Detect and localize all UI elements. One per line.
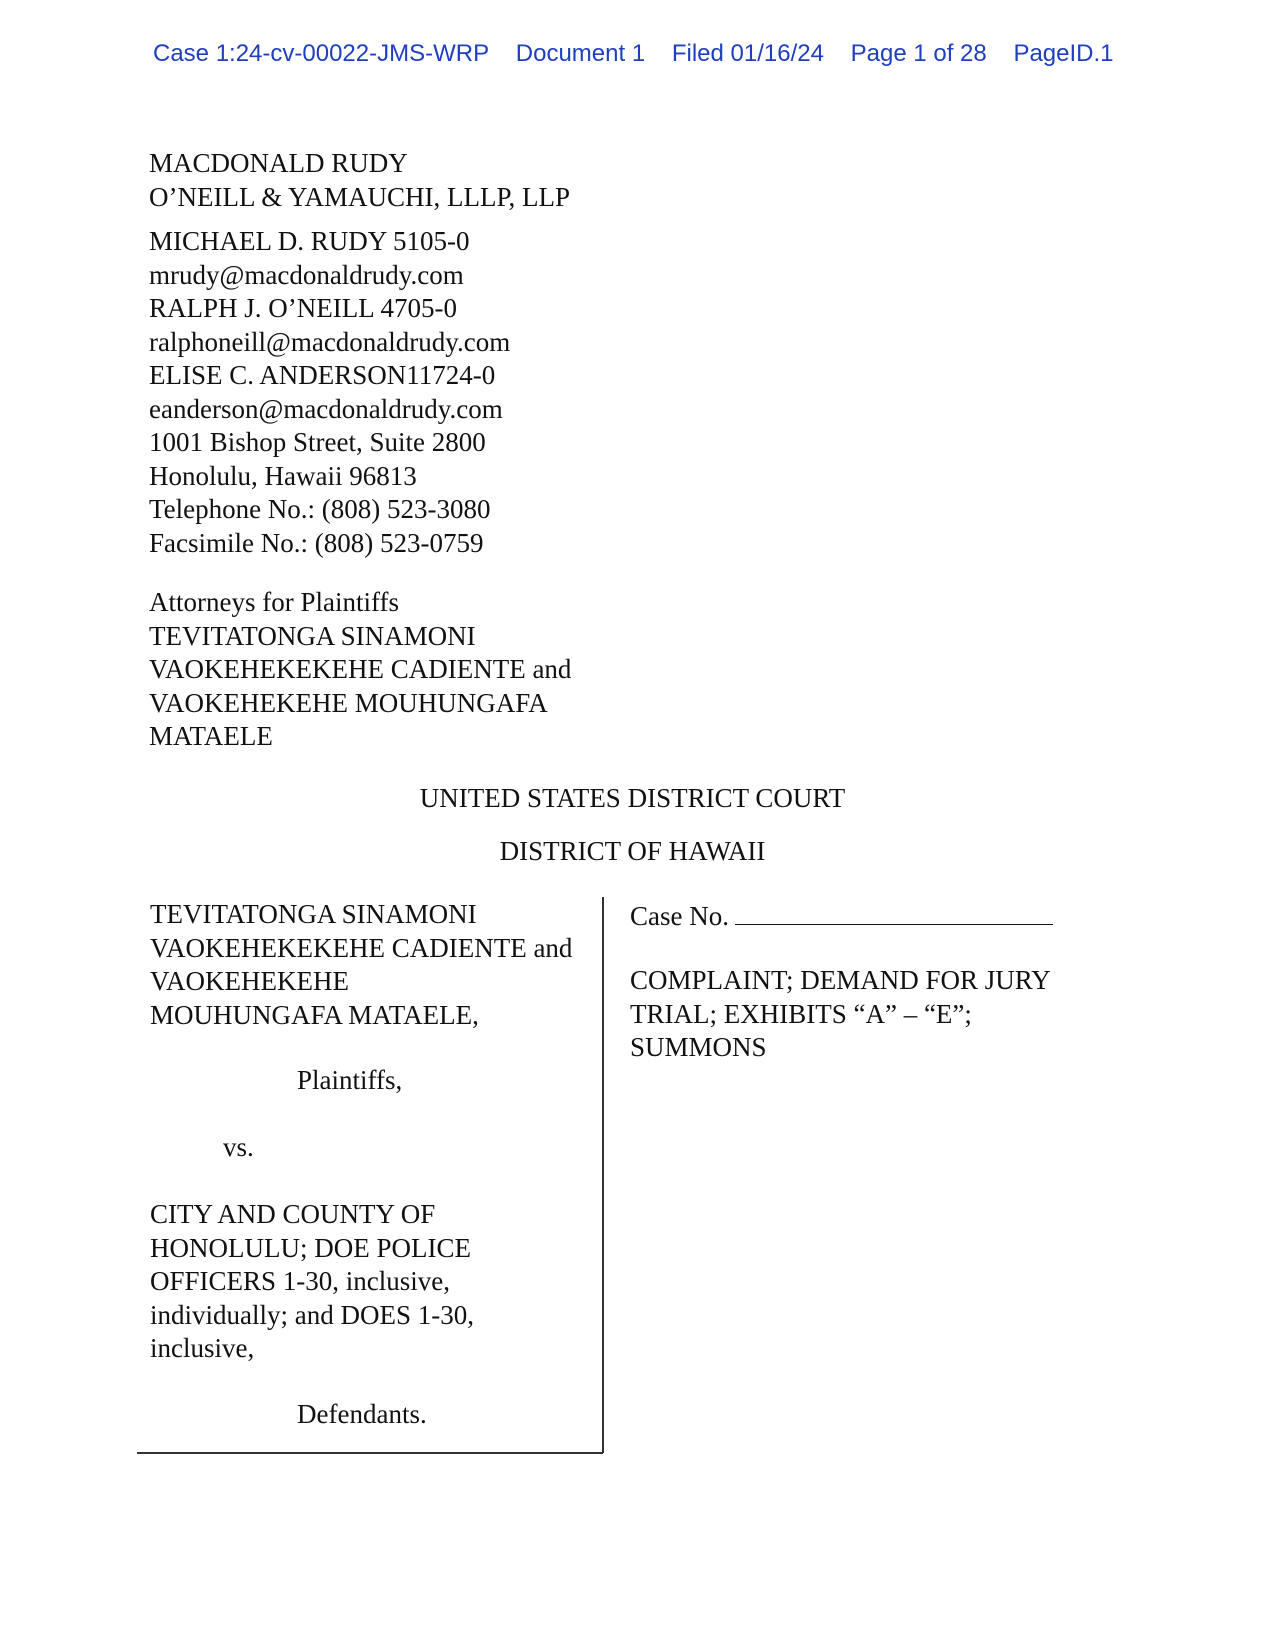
plaintiff-name-line: VAOKEHEKEHE (150, 966, 349, 996)
attorney-line: MICHAEL D. RUDY 5105-0 (149, 226, 470, 256)
caption-horizontal-rule (137, 1452, 603, 1454)
plaintiff-name-line: MOUHUNGAFA MATAELE, (150, 999, 479, 1030)
document-title-line: TRIAL; EXHIBITS “A” – “E”; (630, 998, 972, 1029)
plaintiff-name-line: TEVITATONGA SINAMONI (150, 899, 477, 929)
case-number-blank (735, 898, 1053, 925)
attorney-line: mrudy@macdonaldrudy.com (149, 259, 464, 290)
firm-name (149, 147, 570, 214)
attorneys-for-line: VAOKEHEKEKEHE CADIENTE and (149, 654, 572, 684)
header-document: Document 1 (515, 40, 646, 67)
attorneys-for-line: Attorneys for Plaintiffs (149, 587, 399, 617)
defendant-name-line: HONOLULU; DOE POLICE (150, 1232, 471, 1263)
defendant-name-line: CITY AND COUNTY OF (150, 1199, 436, 1229)
header-page: Page 1 of 28 (850, 40, 987, 67)
attorneys-for-block (149, 586, 571, 754)
document-title-line: SUMMONS (630, 1032, 767, 1062)
plaintiffs-names (150, 898, 572, 1032)
firm-name-line: MACDONALD RUDY (149, 148, 408, 178)
attorney-line: RALPH J. O’NEILL 4705-0 (149, 293, 457, 323)
attorneys-for-line: TEVITATONGA SINAMONI (149, 620, 476, 651)
header-case-number: Case 1:24-cv-00022-JMS-WRP (153, 40, 490, 67)
defendants-label: Defendants. (297, 1399, 427, 1429)
header-pageid: PageID.1 (1013, 40, 1114, 67)
attorney-line: ELISE C. ANDERSON11724-0 (149, 360, 496, 390)
case-number-label: Case No. (630, 901, 729, 931)
court-name: UNITED STATES DISTRICT COURT (419, 783, 846, 813)
attorneys-for-line: MATAELE (149, 721, 273, 751)
header-filed-date: Filed 01/16/24 (671, 40, 824, 67)
defendant-name-line: OFFICERS 1-30, inclusive, (150, 1266, 451, 1296)
defendant-name-line: inclusive, (150, 1333, 255, 1363)
ecf-header (153, 40, 1153, 68)
attorneys-for-line: VAOKEHEKEHE MOUHUNGAFA (149, 687, 548, 718)
case-number-field (630, 898, 1053, 934)
attorney-line: Telephone No.: (808) 523-3080 (149, 494, 491, 524)
defendant-name-line: individually; and DOES 1-30, (150, 1299, 474, 1330)
versus: vs. (223, 1132, 254, 1162)
court-district: DISTRICT OF HAWAII (499, 836, 766, 866)
attorney-line: eanderson@macdonaldrudy.com (149, 393, 503, 424)
firm-name-line: O’NEILL & YAMAUCHI, LLLP, LLP (149, 181, 570, 212)
plaintiff-name-line: VAOKEHEKEKEHE CADIENTE and (150, 932, 573, 963)
plaintiffs-label: Plaintiffs, (297, 1065, 403, 1095)
attorney-line: 1001 Bishop Street, Suite 2800 (149, 427, 486, 457)
attorney-line: ralphoneill@macdonaldrudy.com (149, 326, 511, 357)
attorney-line: Facsimile No.: (808) 523-0759 (149, 527, 484, 558)
document-title (630, 964, 1051, 1065)
defendants-names (150, 1198, 474, 1366)
document-title-line: COMPLAINT; DEMAND FOR JURY (630, 965, 1051, 995)
attorney-block (149, 225, 510, 560)
caption-vertical-rule (602, 897, 604, 1453)
attorney-line: Honolulu, Hawaii 96813 (149, 460, 417, 491)
